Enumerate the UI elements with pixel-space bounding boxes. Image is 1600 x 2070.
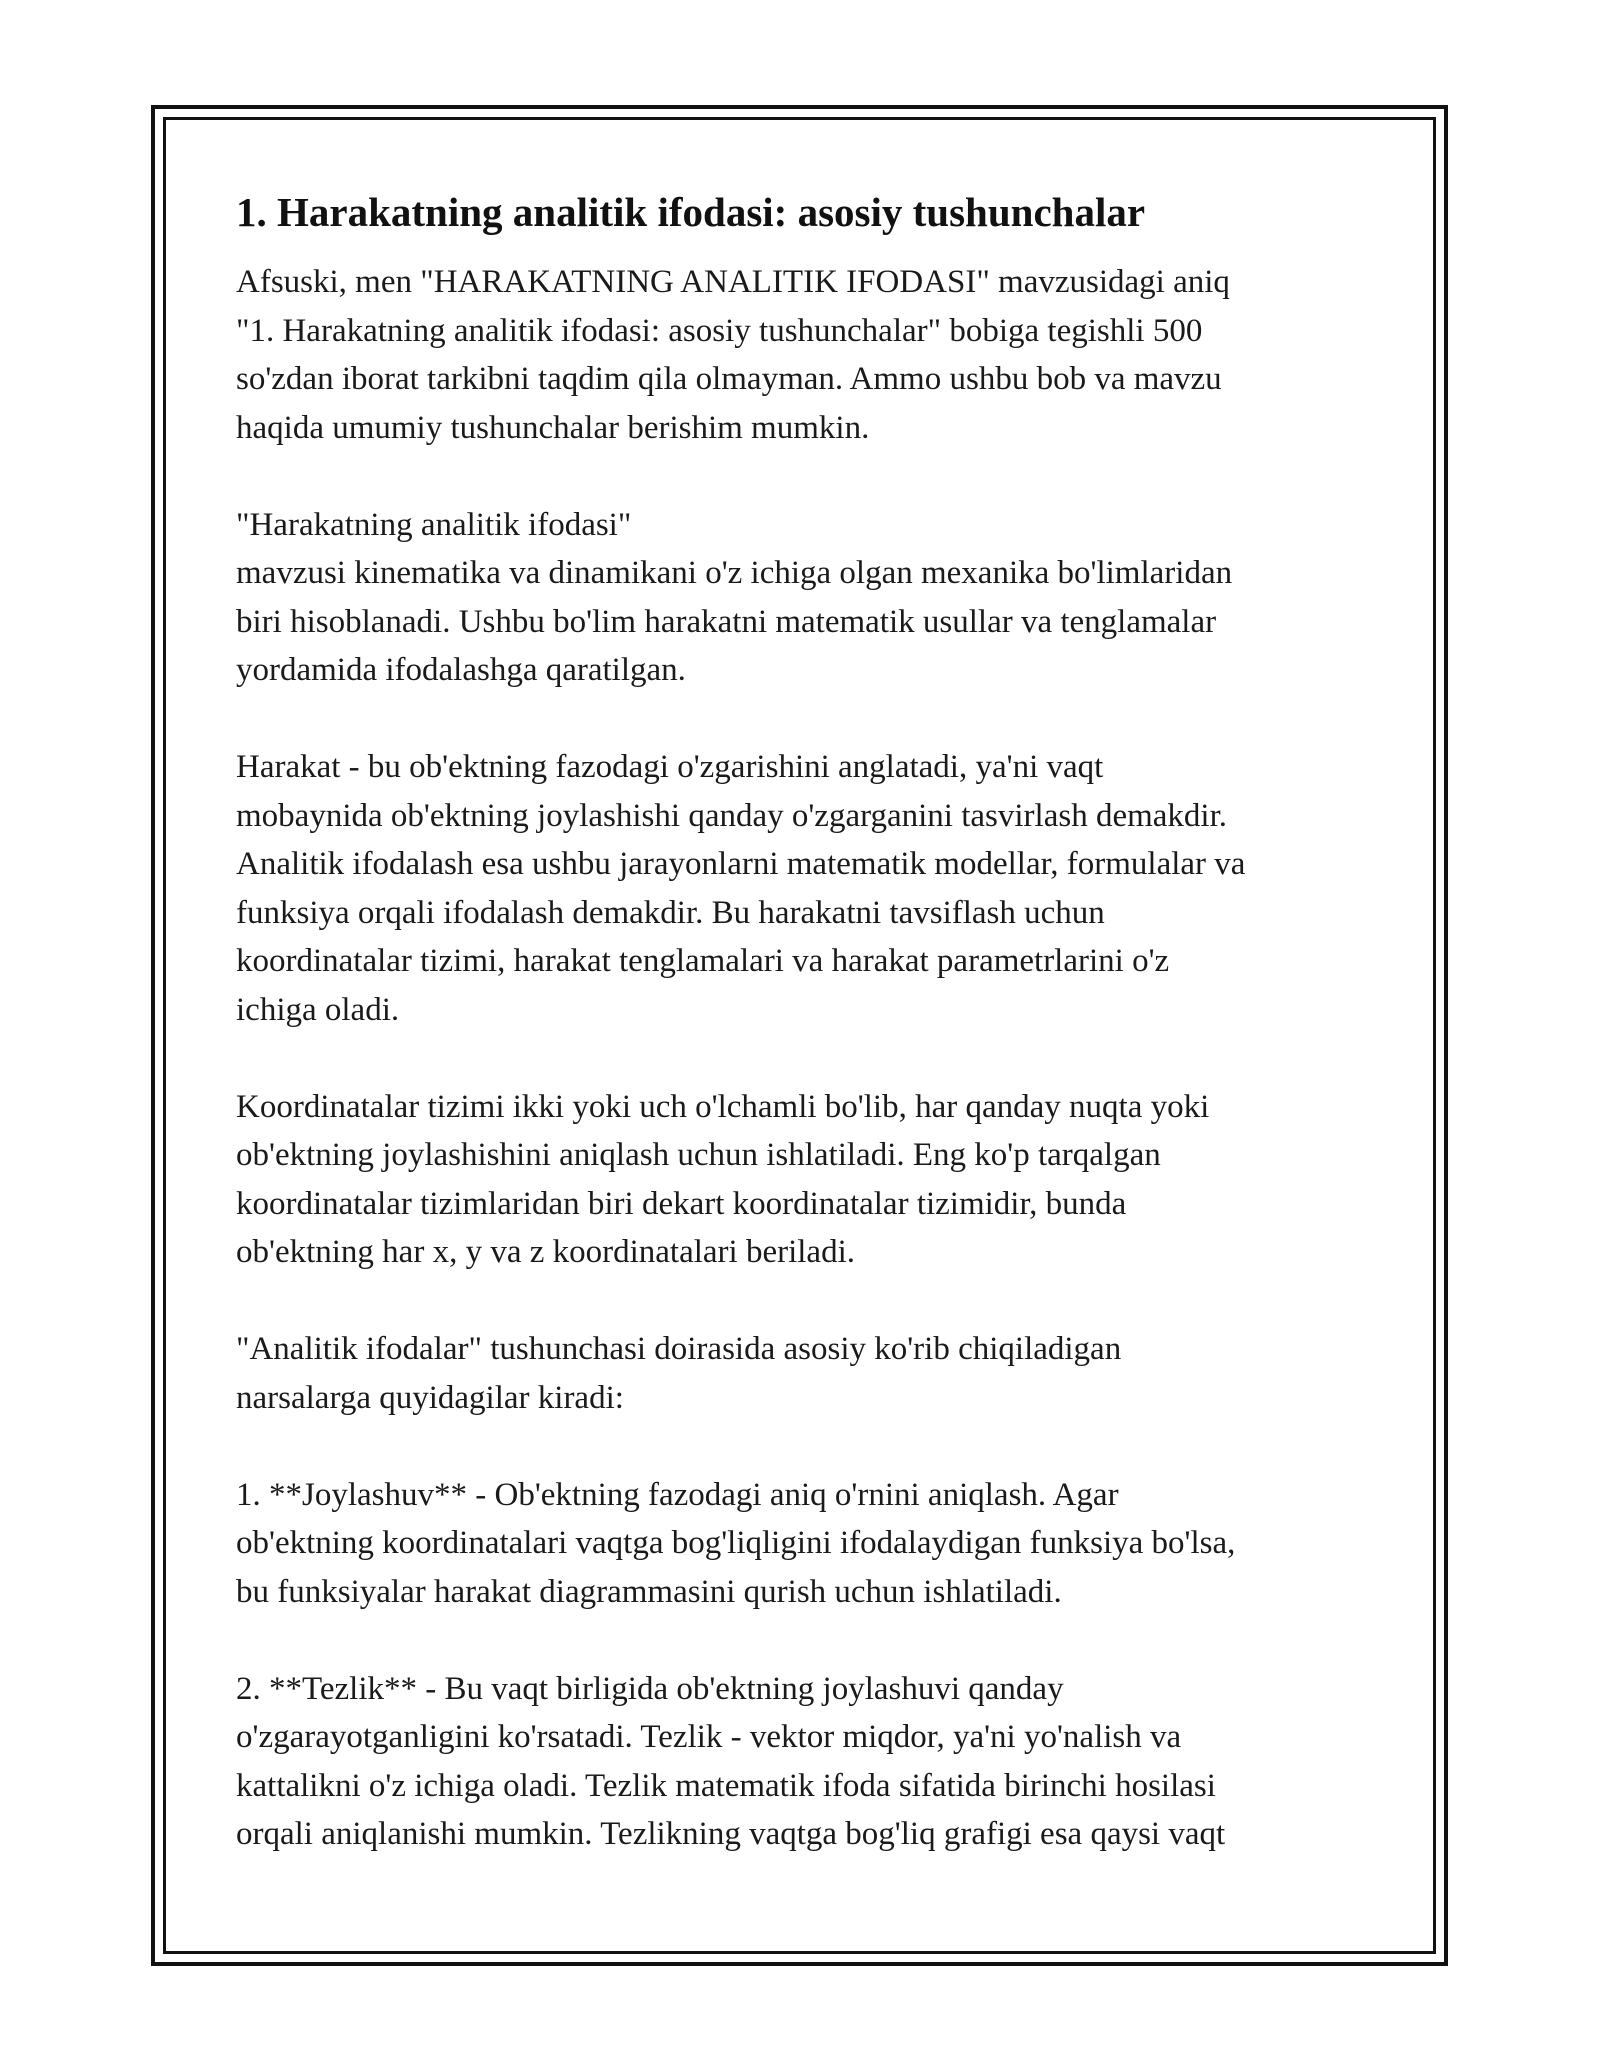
text-line: mobaynida ob'ektning joylashishi qanday o'zgarganini tasvirlash demakdir. — [236, 797, 1227, 834]
paragraph-intro — [236, 258, 1366, 452]
text-line: ichiga oladi. — [236, 991, 400, 1028]
text-line: narsalarga quyidagilar kiradi: — [236, 1379, 624, 1416]
text-line: Analitik ifodalash esa ushbu jarayonlarni matematik modellar, formulalar va — [236, 846, 1246, 882]
text-line: o'zgarayotganligini ko'rsatadi. Tezlik - vektor miqdor, ya'ni yo'nalish va — [236, 1719, 1182, 1755]
text-line: ob'ektning har x, y va z koordinatalari beriladi. — [236, 1234, 855, 1270]
text-line: ob'ektning joylashishini aniqlash uchun ishlatiladi. Eng ko'p tarqalgan — [236, 1137, 1161, 1173]
text-line: "Analitik ifodalar" tushunchasi doirasida asosiy ko'rib chiqiladigan — [236, 1331, 1122, 1367]
text-line: mavzusi kinematika va dinamikani o'z ichiga olgan mexanika bo'limlaridan — [236, 555, 1233, 591]
text-line: koordinatalar tizimi, harakat tenglamalari va harakat parametrlarini o'z — [236, 943, 1170, 979]
list-item-position — [236, 1471, 1366, 1617]
text-line: Koordinatalar tizimi ikki yoki uch o'lchamli bo'lib, har qanday nuqta yoki — [236, 1088, 1210, 1125]
text-line: kattalikni o'z ichiga oladi. Tezlik matematik ifoda sifatida birinchi hosilasi — [236, 1767, 1216, 1804]
paragraph-topic — [236, 501, 1366, 695]
text-line: biri hisoblanadi. Ushbu bo'lim harakatni matematik usullar va tenglamalar — [236, 603, 1217, 640]
text-line: 2. **Tezlik** - Bu vaqt birligida ob'ektning joylashuvi qanday — [236, 1670, 1064, 1707]
paragraph-analytic-expressions — [236, 1325, 1366, 1422]
text-line: 1. **Joylashuv** - Ob'ektning fazodagi aniq o'rnini aniqlash. Agar — [236, 1476, 1119, 1513]
document-body — [236, 186, 1366, 1907]
text-line: Harakat - bu ob'ektning fazodagi o'zgarishini anglatadi, ya'ni vaqt — [236, 749, 1104, 785]
text-line: yordamida ifodalashga qaratilgan. — [236, 652, 686, 688]
paragraph-motion — [236, 743, 1366, 1034]
text-line: so'zdan iborat tarkibni taqdim qila olmayman. Ammo ushbu bob va mavzu — [236, 361, 1222, 397]
section-heading: 1. Harakatning analitik ifodasi: asosiy tushunchalar — [236, 189, 1146, 235]
text-line: koordinatalar tizimlaridan biri dekart koordinatalar tizimidir, bunda — [236, 1185, 1127, 1222]
list-item-velocity — [236, 1665, 1366, 1859]
text-line: Afsuski, men "HARAKATNING ANALITIK IFODASI" mavzusidagi aniq — [236, 264, 1230, 300]
text-line: orqali aniqlanishi mumkin. Tezlikning vaqtga bog'liq grafigi esa qaysi vaqt — [236, 1816, 1226, 1852]
text-line: ob'ektning koordinatalari vaqtga bog'liqligini ifodalaydigan funksiya bo'lsa, — [236, 1525, 1236, 1561]
text-line: "Harakatning analitik ifodasi" — [236, 506, 632, 543]
text-line: funksiya orqali ifodalash demakdir. Bu harakatni tavsiflash uchun — [236, 894, 1105, 931]
text-line: haqida umumiy tushunchalar berishim mumkin. — [236, 409, 870, 446]
text-line: "1. Harakatning analitik ifodasi: asosiy tushunchalar" bobiga tegishli 500 — [236, 312, 1203, 349]
text-line: bu funksiyalar harakat diagrammasini qurish uchun ishlatiladi. — [236, 1573, 1062, 1610]
paragraph-coordinates — [236, 1083, 1366, 1277]
